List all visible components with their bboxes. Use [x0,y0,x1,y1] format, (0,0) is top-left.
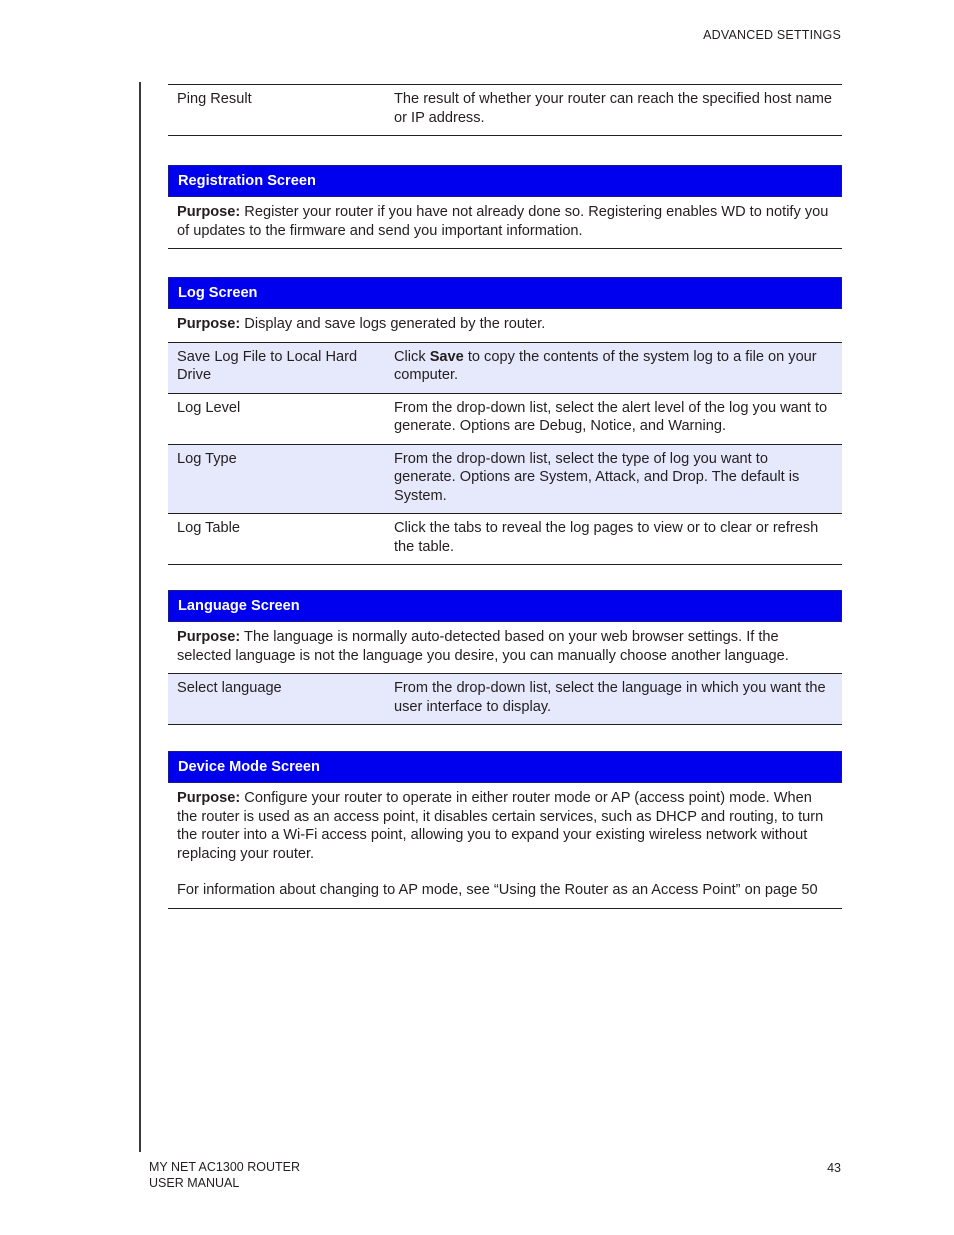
section-title: Log Screen [168,277,842,309]
purpose-label: Purpose: [177,790,241,806]
log-section [168,277,842,565]
purpose-label: Purpose: [177,316,241,332]
purpose-body: The language is normally auto-detected based on your web browser settings. If the selected language is not the language you desire, you can manually choose another language. [177,629,789,664]
purpose-label: Purpose: [177,629,241,645]
row-description: From the drop-down list, select the language in which you want the user interface to display. [394,680,826,715]
section-title: Device Mode Screen [168,751,842,783]
row-description: Click the tabs to reveal the log pages to view or to clear or refresh the table. [394,520,819,555]
ping-table [168,84,842,136]
device-mode-section [168,751,842,909]
section-title: Registration Screen [168,165,842,197]
row-description: From the drop-down list, select the alert level of the log you want to generate. Options are Debug, Notice, and Warning. [394,399,828,434]
purpose-text [168,783,842,909]
purpose-label: Purpose: [177,204,241,220]
row-label: Ping Result [177,91,252,107]
registration-section [168,165,842,249]
row-label: Log Level [177,399,241,416]
footer-product-name: MY NET AC1300 ROUTER [149,1160,300,1174]
table-row [168,343,842,394]
row-description: Click Save to copy the contents of the system log to a file on your computer. [394,348,817,383]
footer-doc-type: USER MANUAL [149,1176,240,1190]
row-label: Log Table [177,520,241,536]
table-row [168,84,842,136]
row-description: From the drop-down list, select the type of log you want to generate. Options are System, Attack, and Drop. The default is System. [394,450,800,504]
footer-product [149,1159,300,1191]
row-description: The result of whether your router can reach the specified host name or IP address. [394,91,833,126]
purpose-text [168,197,842,249]
purpose-text [168,309,842,343]
purpose-body: Display and save logs generated by the router. [240,316,546,332]
row-label: Log Type [177,450,237,467]
margin-rule [139,82,141,1152]
table-row [168,514,842,565]
language-section [168,590,842,725]
table-row [168,445,842,515]
running-header: ADVANCED SETTINGS [703,28,841,42]
info-text: For information about changing to AP mode, see “Using the Router as an Access Point” on page 50 [177,882,818,898]
table-row [168,394,842,445]
page-number: 43 [827,1161,841,1175]
section-title: Language Screen [168,590,842,622]
table-row [168,674,842,725]
row-label: Save Log File to Local Hard Drive [177,348,358,383]
purpose-text [168,622,842,674]
row-label: Select language [177,680,282,696]
save-keyword: Save [429,348,464,365]
purpose-body: Configure your router to operate in either router mode or AP (access point) mode. When the router is used as an access point, it disables certain services, such as DHCP and routing, to turn the router into a Wi-Fi access point, allowing you to expand your existing wireless network without replacing your router. [177,790,824,862]
purpose-body: Register your router if you have not already done so. Registering enables WD to notify you of updates to the firmware and send you important information. [177,204,829,239]
